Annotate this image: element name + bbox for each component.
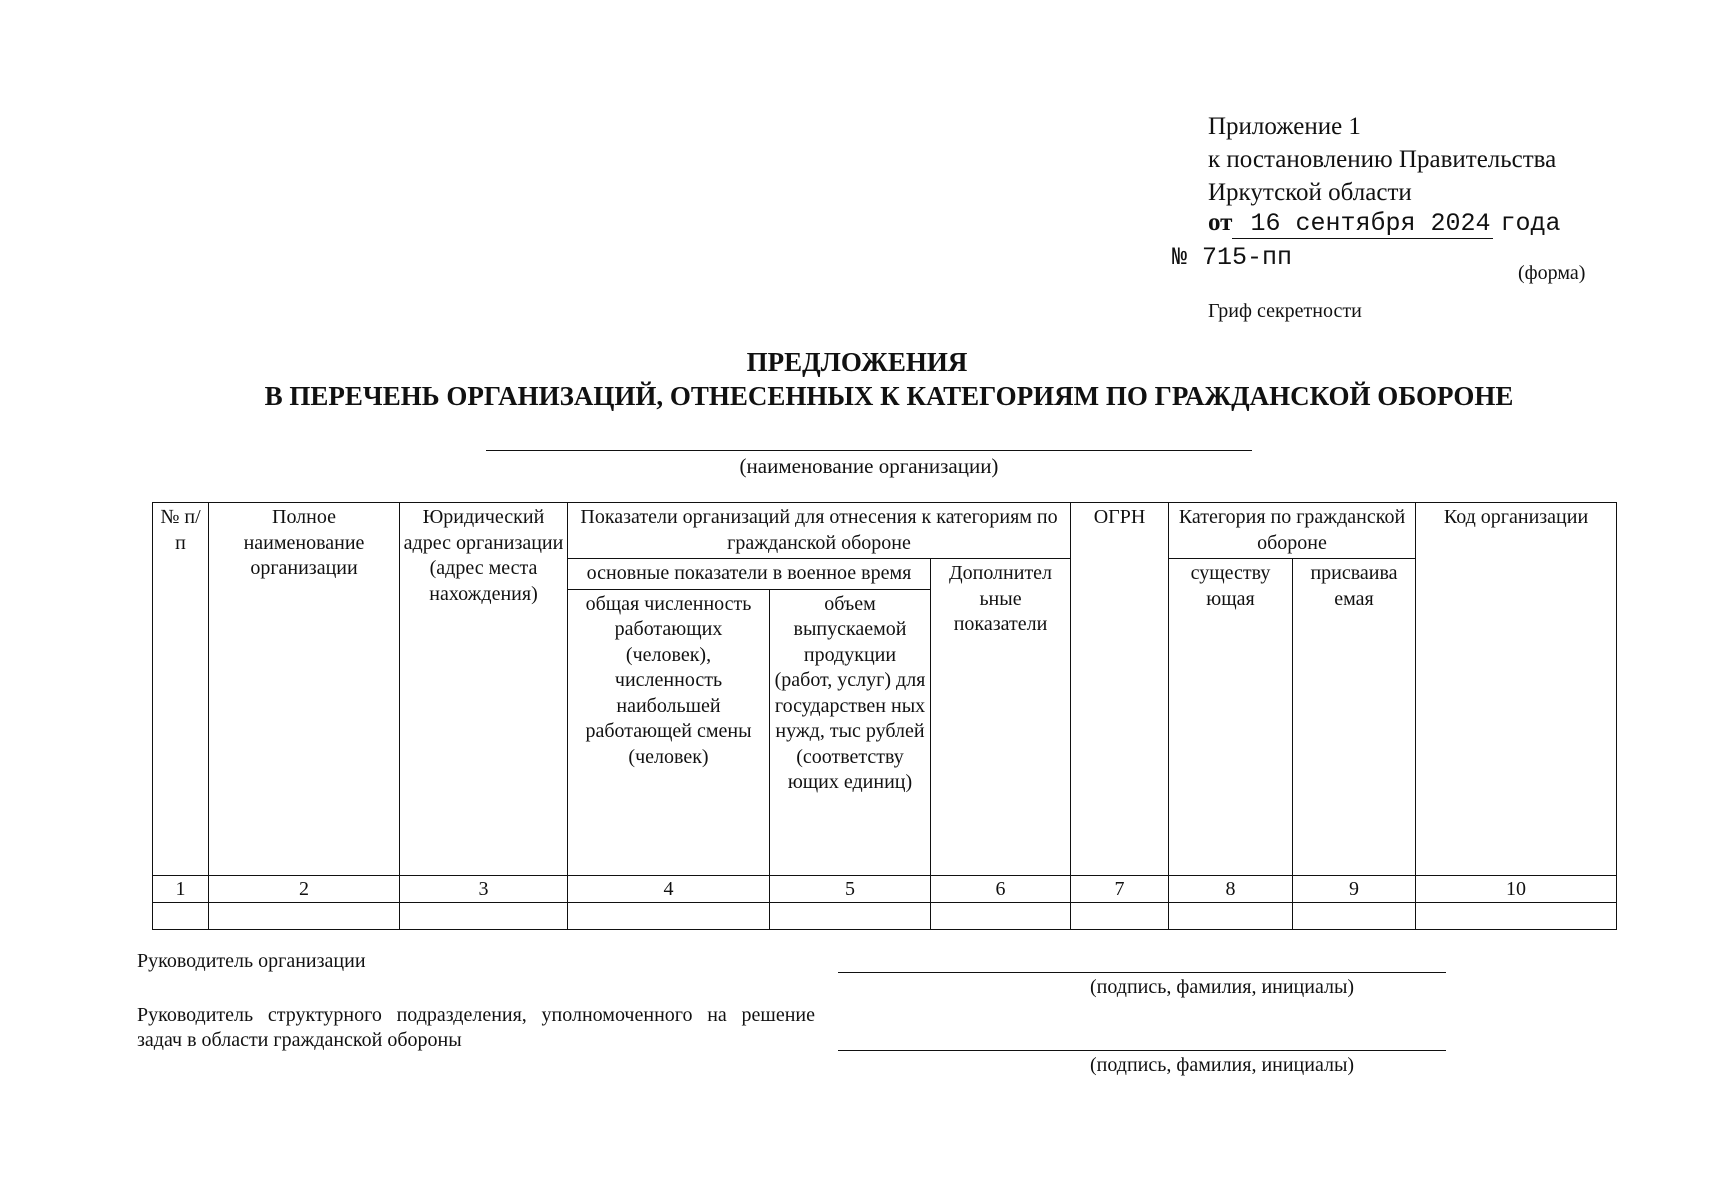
head-signature-line [838, 972, 1446, 973]
col-number: 5 [770, 875, 931, 902]
table-cell [1169, 902, 1293, 929]
header-category: Категория по гражданской обороне [1169, 503, 1416, 559]
table-cell [153, 902, 209, 929]
header-workers: общая численность работающих (человек), численность наибольшей работающей смены (человек) [568, 589, 770, 875]
appendix-header [1208, 110, 1556, 209]
head-signature-label: Руководитель организации [137, 950, 366, 972]
date-value: 16 сентября 2024 [1232, 209, 1492, 239]
table-cell [931, 902, 1071, 929]
col-number: 3 [400, 875, 568, 902]
appendix-date-line [1208, 209, 1561, 239]
header-output: объем выпускаемой продукции (работ, услуг) для государствен ных нужд, тыс рублей (соответству ющих единиц) [770, 589, 931, 875]
unit-signature-label: Руководитель структурного подразделения, уполномоченного на решение задач в области гражданской обороны [137, 1004, 815, 1051]
col-number: 1 [153, 875, 209, 902]
resolution-number: № 715-пп [1172, 243, 1293, 272]
header-main-indicators: основные показатели в военное время [568, 559, 931, 590]
org-name-line [486, 450, 1252, 451]
header-address: Юридический адрес организации (адрес места нахождения) [400, 503, 568, 876]
form-label: (форма) [1518, 262, 1586, 284]
col-number: 10 [1416, 875, 1617, 902]
document-subtitle: В ПЕРЕЧЕНЬ ОРГАНИЗАЦИЙ, ОТНЕСЕННЫХ К КАТЕГОРИЯМ ПО ГРАЖДАНСКОЙ ОБОРОНЕ [264, 381, 1514, 411]
appendix-region: Иркутской области [1208, 179, 1412, 206]
unit-signature-line [838, 1050, 1446, 1051]
appendix-title: Приложение 1 [1208, 113, 1361, 140]
date-suffix: года [1500, 209, 1561, 238]
empty-data-row [153, 902, 1617, 929]
table-cell [568, 902, 770, 929]
header-additional: Дополнител ьные показатели [931, 559, 1071, 876]
header-existing: существу ющая [1169, 559, 1293, 876]
col-number: 9 [1293, 875, 1416, 902]
table-cell [400, 902, 568, 929]
table-cell [1293, 902, 1416, 929]
header-code: Код организации [1416, 503, 1617, 876]
unit-signature-caption: (подпись, фамилия, инициалы) [1090, 1054, 1355, 1076]
column-number-row [153, 875, 1617, 902]
org-name-caption: (наименование организации) [739, 454, 999, 478]
proposals-table [152, 502, 1617, 930]
col-number: 2 [209, 875, 400, 902]
header-indicators: Показатели организаций для отнесения к категориям по гражданской обороне [568, 503, 1071, 559]
appendix-resolution: к постановлению Правительства [1208, 146, 1557, 173]
date-prefix: от [1208, 209, 1233, 236]
document-title: ПРЕДЛОЖЕНИЯ [746, 347, 968, 377]
col-number: 7 [1071, 875, 1169, 902]
table-cell [770, 902, 931, 929]
header-row-1 [153, 503, 1617, 559]
col-number: 4 [568, 875, 770, 902]
header-num: № п/п [153, 503, 209, 876]
head-signature-caption: (подпись, фамилия, инициалы) [1090, 976, 1355, 998]
header-full-name: Полное наименование организации [209, 503, 400, 876]
header-ogrn: ОГРН [1071, 503, 1169, 876]
header-assigned: присваива емая [1293, 559, 1416, 876]
table-cell [209, 902, 400, 929]
col-number: 8 [1169, 875, 1293, 902]
col-number: 6 [931, 875, 1071, 902]
table-cell [1416, 902, 1617, 929]
secrecy-label: Гриф секретности [1208, 300, 1362, 322]
table-cell [1071, 902, 1169, 929]
